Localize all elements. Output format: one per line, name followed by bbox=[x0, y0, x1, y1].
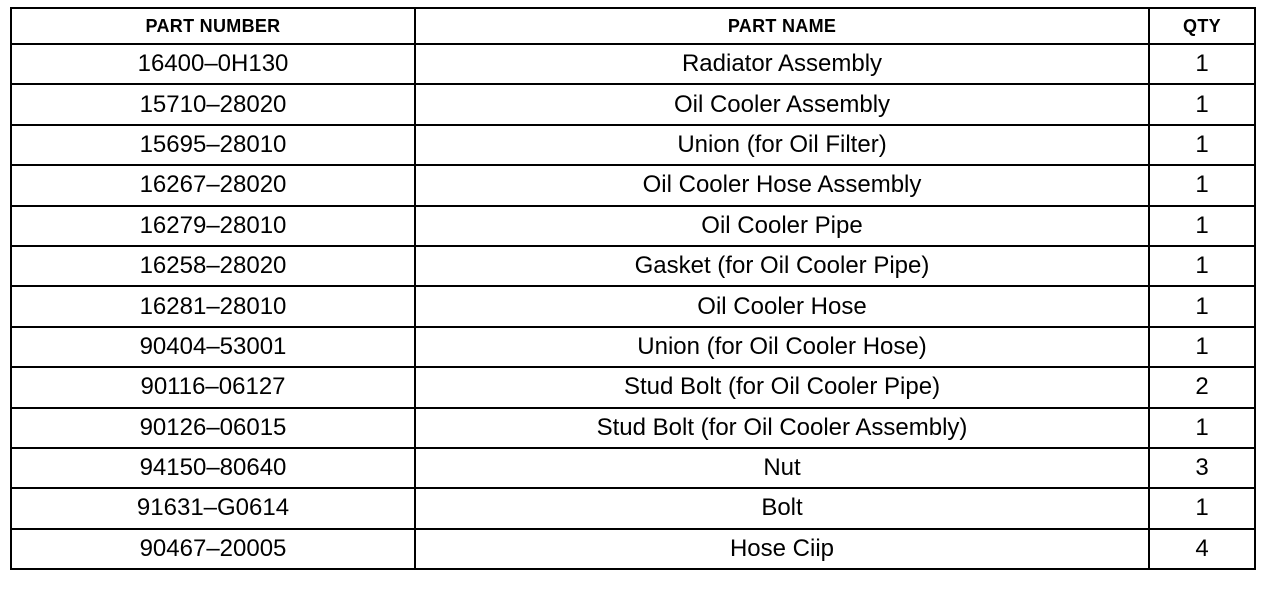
part-name-cell: Oil Cooler Hose Assembly bbox=[415, 165, 1149, 205]
part-name-cell: Radiator Assembly bbox=[415, 44, 1149, 84]
qty-cell: 1 bbox=[1149, 206, 1255, 246]
part-number-cell: 90404–53001 bbox=[11, 327, 415, 367]
part-number-cell: 94150–80640 bbox=[11, 448, 415, 488]
part-number-cell: 16258–28020 bbox=[11, 246, 415, 286]
part-name-cell: Bolt bbox=[415, 488, 1149, 528]
part-name-cell: Stud Bolt (for Oil Cooler Pipe) bbox=[415, 367, 1149, 407]
part-number-cell: 16279–28010 bbox=[11, 206, 415, 246]
part-number-cell: 91631–G0614 bbox=[11, 488, 415, 528]
part-name-cell: Oil Cooler Hose bbox=[415, 286, 1149, 326]
part-name-cell: Gasket (for Oil Cooler Pipe) bbox=[415, 246, 1149, 286]
part-number-cell: 16400–0H130 bbox=[11, 44, 415, 84]
part-name-cell: Oil Cooler Assembly bbox=[415, 84, 1149, 124]
table-row bbox=[11, 246, 1255, 286]
header-row bbox=[11, 8, 1255, 44]
table-row bbox=[11, 165, 1255, 205]
header-part-number: PART NUMBER bbox=[11, 8, 415, 44]
table-row bbox=[11, 206, 1255, 246]
part-number-cell: 16281–28010 bbox=[11, 286, 415, 326]
qty-cell: 1 bbox=[1149, 408, 1255, 448]
part-name-cell: Oil Cooler Pipe bbox=[415, 206, 1149, 246]
qty-cell: 4 bbox=[1149, 529, 1255, 569]
qty-cell: 1 bbox=[1149, 286, 1255, 326]
part-name-cell: Hose Ciip bbox=[415, 529, 1149, 569]
part-number-cell: 16267–28020 bbox=[11, 165, 415, 205]
qty-cell: 1 bbox=[1149, 488, 1255, 528]
qty-cell: 1 bbox=[1149, 44, 1255, 84]
part-name-cell: Union (for Oil Cooler Hose) bbox=[415, 327, 1149, 367]
part-name-cell: Union (for Oil Filter) bbox=[415, 125, 1149, 165]
qty-cell: 1 bbox=[1149, 327, 1255, 367]
qty-cell: 2 bbox=[1149, 367, 1255, 407]
part-number-cell: 90116–06127 bbox=[11, 367, 415, 407]
table-row bbox=[11, 367, 1255, 407]
table-row bbox=[11, 529, 1255, 569]
table-row bbox=[11, 408, 1255, 448]
qty-cell: 1 bbox=[1149, 246, 1255, 286]
qty-cell: 1 bbox=[1149, 84, 1255, 124]
part-name-cell: Nut bbox=[415, 448, 1149, 488]
table-row bbox=[11, 84, 1255, 124]
table-row bbox=[11, 125, 1255, 165]
part-number-cell: 15710–28020 bbox=[11, 84, 415, 124]
header-part-name: PART NAME bbox=[415, 8, 1149, 44]
table-row bbox=[11, 286, 1255, 326]
header-qty: QTY bbox=[1149, 8, 1255, 44]
table-row bbox=[11, 327, 1255, 367]
table-row bbox=[11, 488, 1255, 528]
qty-cell: 3 bbox=[1149, 448, 1255, 488]
part-name-cell: Stud Bolt (for Oil Cooler Assembly) bbox=[415, 408, 1149, 448]
parts-table bbox=[10, 7, 1256, 570]
part-number-cell: 90126–06015 bbox=[11, 408, 415, 448]
qty-cell: 1 bbox=[1149, 125, 1255, 165]
table-row bbox=[11, 448, 1255, 488]
part-number-cell: 90467–20005 bbox=[11, 529, 415, 569]
qty-cell: 1 bbox=[1149, 165, 1255, 205]
part-number-cell: 15695–28010 bbox=[11, 125, 415, 165]
table-row bbox=[11, 44, 1255, 84]
table-header bbox=[11, 8, 1255, 44]
table-body bbox=[11, 44, 1255, 569]
